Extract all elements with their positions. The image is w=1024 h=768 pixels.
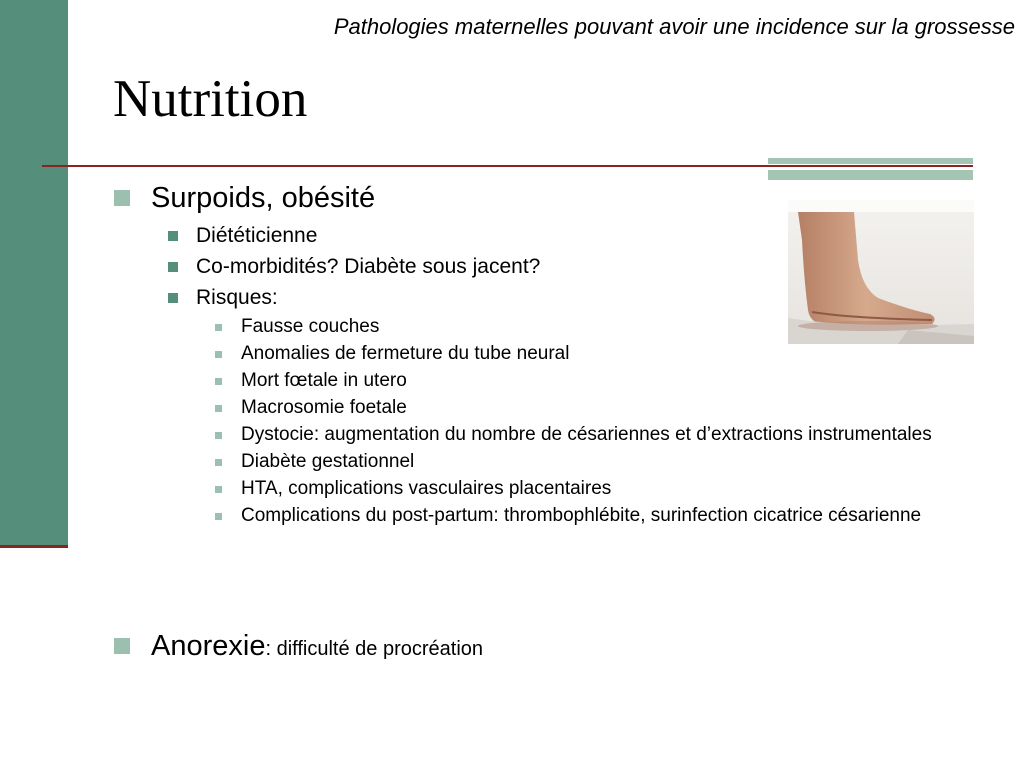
bullet-label (151, 628, 483, 667)
bullet-list (114, 180, 994, 532)
sub-bullet-label: Risques: (196, 286, 278, 309)
slide-title: Nutrition (113, 70, 308, 128)
risk-item-label: Complications du post-partum: thrombophlébite, surinfection cicatrice césarienne (241, 505, 922, 526)
square-bullet-icon (114, 638, 130, 654)
risk-item-label: Diabète gestationnel (241, 451, 415, 472)
risk-item (215, 505, 994, 526)
anorexie-label: Anorexie (151, 630, 266, 662)
square-bullet-icon (168, 231, 178, 241)
sub-bullet-comorbidites (168, 251, 994, 282)
risk-item (215, 397, 994, 418)
risk-item (215, 343, 994, 364)
square-bullet-icon (215, 513, 222, 520)
square-bullet-icon (215, 405, 222, 412)
risk-item-label: HTA, complications vasculaires placentaires (241, 478, 612, 499)
sub-bullet-label: Co-morbidités? Diabète sous jacent? (196, 255, 541, 278)
square-bullet-icon (215, 378, 222, 385)
square-bullet-icon (215, 459, 222, 466)
side-accent-bar (0, 0, 68, 547)
sub-bullet-dieteticienne (168, 220, 994, 251)
anorexie-suffix: : difficulté de procréation (265, 638, 484, 660)
risk-item-label: Macrosomie foetale (241, 397, 407, 418)
risk-item (215, 316, 994, 337)
square-bullet-icon (168, 293, 178, 303)
side-accent-line (0, 545, 68, 548)
square-bullet-icon (215, 324, 222, 331)
square-bullet-icon (215, 486, 222, 493)
risk-item-label: Fausse couches (241, 316, 380, 337)
square-bullet-icon (168, 262, 178, 272)
bullet-label: Surpoids, obésité (151, 182, 376, 214)
risk-item (215, 370, 994, 391)
square-bullet-icon (215, 432, 222, 439)
risk-item-label: Mort fœtale in utero (241, 370, 407, 391)
decorative-bar-bottom (768, 170, 973, 180)
sub-bullet-risques (168, 282, 994, 313)
square-bullet-icon (215, 351, 222, 358)
slide-header: Pathologies maternelles pouvant avoir une incidence sur la grossesse (333, 14, 1015, 39)
sub-bullet-label: Diététicienne (196, 224, 318, 247)
decorative-bar-top (768, 158, 973, 164)
risk-item-label: Anomalies de fermeture du tube neural (241, 343, 570, 364)
risk-item (215, 478, 994, 499)
bullet-surpoids (114, 180, 994, 216)
risk-item (215, 424, 994, 445)
risk-item-label: Dystocie: augmentation du nombre de césariennes et d’extractions instrumentales (241, 424, 932, 445)
bullet-anorexie (114, 628, 483, 667)
risk-item (215, 451, 994, 472)
square-bullet-icon (114, 190, 130, 206)
title-divider (42, 165, 973, 167)
